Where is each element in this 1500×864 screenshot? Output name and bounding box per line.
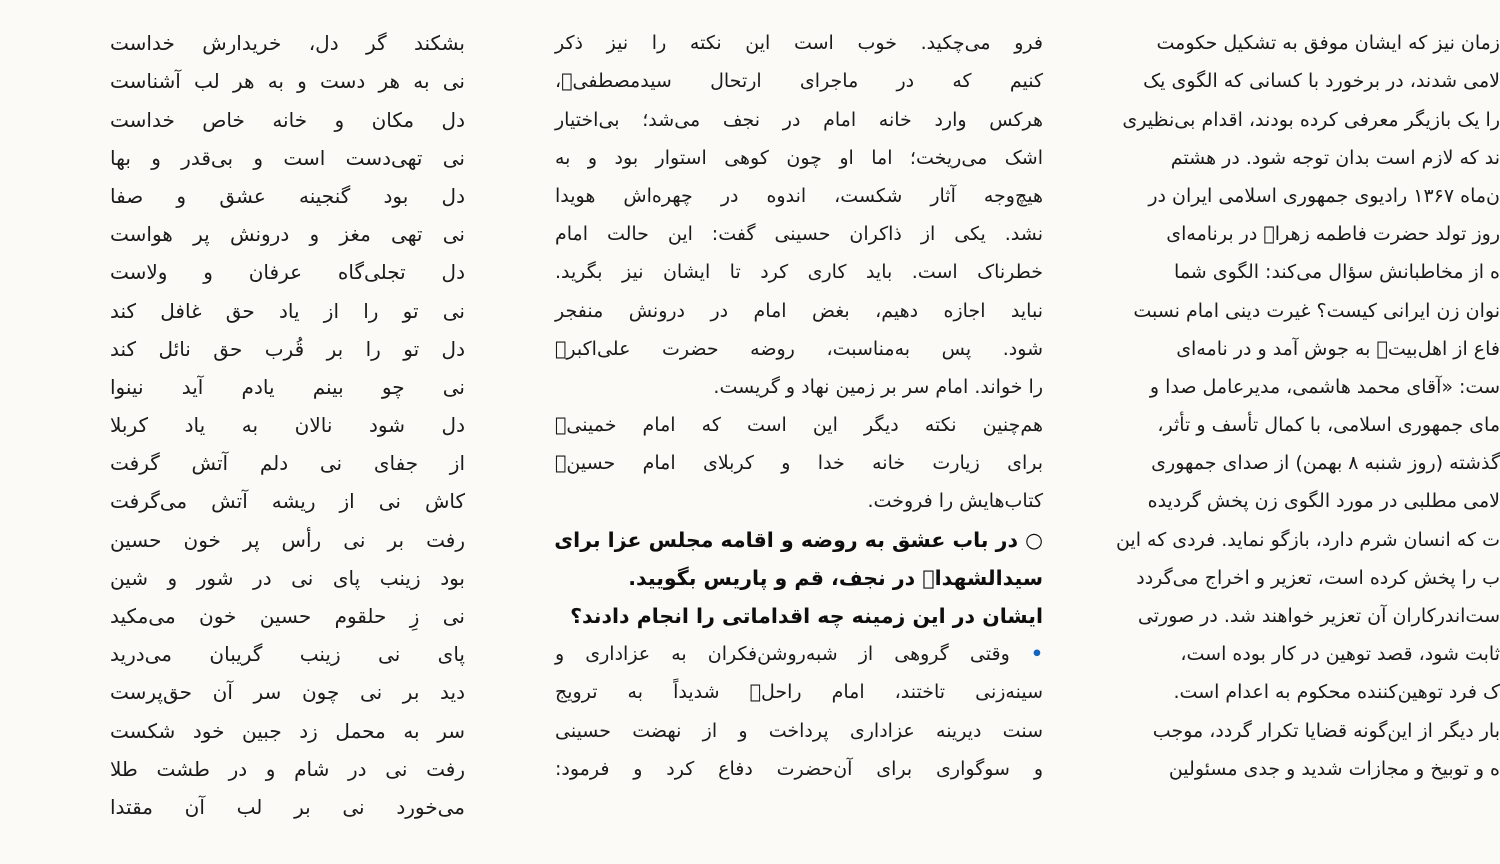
text-line: مای جمهوری اسلامی، با کمال تأسف و تأثر، [1157,414,1500,437]
text-line: ن‌ماه ۱۳۶۷ رادیوی جمهوری اسلامی ایران در [1148,184,1500,207]
text-line: لامی شدند، در برخورد با کسانی که الگوی یک [1143,70,1500,93]
poem-line: دل شود نالان به یاد کربلا [110,413,465,438]
text-line [555,0,1043,24]
text-line: نوان زن ایرانی کیست؟ غیرت دینی امام نسبت [1133,299,1500,322]
text-line: ک فرد توهین‌کننده محکوم به اعدام است. [1173,681,1500,704]
text-line: گذشته (روز شنبه ۸ بهمن) از صدای جمهوری [1151,452,1500,475]
poem-line: نی به هر دست و به هر لب آشناست [110,69,465,94]
poem-line: می‌خورد نی بر لب آن مقتدا [110,794,465,819]
poem-line: بود زینب پای نی در شور و شین [110,565,465,590]
text-line: شود. پس به‌مناسبت، روضه حضرت علی‌اکبر﷤ [555,337,1043,360]
poem-line: رفت نی در شام و در طشت طلا [110,756,465,781]
poem-line: نی تهی‌دست است و بی‌قدر و بها [110,145,465,170]
article-column-right [1055,0,1500,801]
text-line: فاع از اهل‌بیت﷤ به جوش آمد و در نامه‌ای [1176,337,1500,360]
poem-line: نی زِ حلقوم حسین خون می‌مکید [110,604,465,628]
poem-line: دل تو را بر قُرب حق نائل کند [110,336,465,361]
question-text: در باب عشق به روضه و اقامه مجلس عزا برای [554,527,1018,552]
text-line: بار دیگر از این‌گونه قضایا تکرار گردد، موجب [1152,719,1500,742]
text-line: لامی مطلبی در مورد الگوی زن پخش گردیده [1147,490,1500,513]
text-line: هم‌چنین نکته دیگر این است که امام خمینی﷬ [555,414,1043,437]
poem-line: کاش نی از ریشه آتش می‌گرفت [110,489,465,514]
text-line: برای زیارت خانه خدا و کربلای امام حسین﷤ [555,452,1043,475]
poem-line: دل مکان و خانه خاص خداست [110,107,465,132]
text-line: روز تولد حضرت فاطمه زهرا﷤ در برنامه‌ای [1166,223,1500,246]
poem-line: از جفای نی دلم آتش گرفت [110,451,465,476]
poem-line: نی چو بینم یادم آید نینوا [110,374,465,399]
text-line: را خواند. امام سر بر زمین نهاد و گریست. [713,375,1043,398]
answer-line [555,635,1043,673]
text-line: ت که انسان شرم دارد، بازگو نماید. فردی که این [1115,528,1500,551]
interview-question-line: سیدالشهدا﷤ در نجف، قم و پاریس بگویید. [628,565,1043,590]
text-line: ست‌اندرکاران آن تعزیر خواهند شد. در صورتی [1137,605,1500,627]
text-line: ند که لازم است بدان توجه شود. در هشتم [1170,146,1500,169]
poem-line: سر به محمل زد جبین خود شکست [110,718,465,743]
article-column-middle [555,0,1043,801]
text-line: ثابت شود، قصد توهین در کار بوده است، [1180,643,1500,666]
text-line: ست: «آقای محمد هاشمی، مدیرعامل صدا و [1149,375,1500,398]
poem-line [110,0,465,24]
poem-line: دید بر نی چون سر آن حق‌پرست [110,680,465,705]
answer-bullet-icon: • [1030,643,1043,666]
text-line: هیچ‌وجه آثار شکست، اندوه در چهره‌اش هویدا [555,184,1043,207]
poem-line: رفت بر نی رأس پر خون حسین [110,527,465,552]
poem-line: دل تجلی‌گاه عرفان و ولاست [110,260,465,285]
answer-line: و سوگواری برای آن‌حضرت دفاع کرد و فرمود: [555,757,1043,780]
text-line: نشد. یکی از ذاکران حسینی گفت: این حالت امام [555,223,1043,246]
poem-line: دل بود گنجینه عشق و صفا [110,183,465,208]
answer-text: وقتی گروهی از شبه‌روشن‌فکران به عزاداری و [555,643,1010,666]
text-line: زمان نیز که ایشان موفق به تشکیل حکومت [1156,32,1500,55]
text-line: ه و توبیخ و مجازات شدید و جدی مسئولین [1168,757,1500,780]
interview-question-line: ایشان در این زمینه چه اقداماتی را انجام دادند؟ [570,604,1043,628]
text-line: کنیم که در ماجرای ارتحال سیدمصطفی﷬، [555,70,1043,93]
poem-line: نی تو را از یاد حق غافل کند [110,298,465,323]
text-line: فرو می‌چکید. خوب است این نکته را نیز ذکر [555,32,1043,55]
text-line: اشک می‌ریخت؛ اما او چون کوهی استوار بود و به [555,146,1043,169]
question-marker-icon: ○ [1025,527,1043,552]
interview-question-line [555,521,1043,559]
text-line: ه از مخاطبانش سؤال می‌کند: الگوی شما [1174,261,1500,284]
text-line: هرکس وارد خانه امام در نجف می‌شد؛ بی‌اختیار [555,108,1043,131]
text-line [1055,788,1500,826]
text-line: ب را پخش کرده است، تعزیر و اخراج می‌گردد [1136,566,1500,589]
text-line: خطرناک است. باید کاری کرد تا ایشان نیز بگرید. [555,261,1043,284]
poem-line: بشکند گر دل، خریدارش خداست [110,31,465,56]
poem-line: نی تهی مغز و درونش پر هواست [110,222,465,247]
answer-line: سنت دیرینه عزاداری پرداخت و از نهضت حسینی [555,719,1043,742]
poem-column-left [110,0,465,819]
poem-line: پای نی زینب گریبان می‌درید [110,642,465,667]
text-line: کتاب‌هایش را فروخت. [867,490,1043,513]
answer-line: سینه‌زنی تاختند، امام راحل﷬ شدیداً به ترویج [555,681,1043,704]
text-line: نباید اجازه دهیم، بغض امام در درونش منفجر [555,299,1043,322]
poem-line [110,826,465,864]
text-line [1055,0,1500,24]
text-line: را یک بازیگر معرفی کرده بودند، اقدام بی‌نظیری [1122,108,1500,131]
